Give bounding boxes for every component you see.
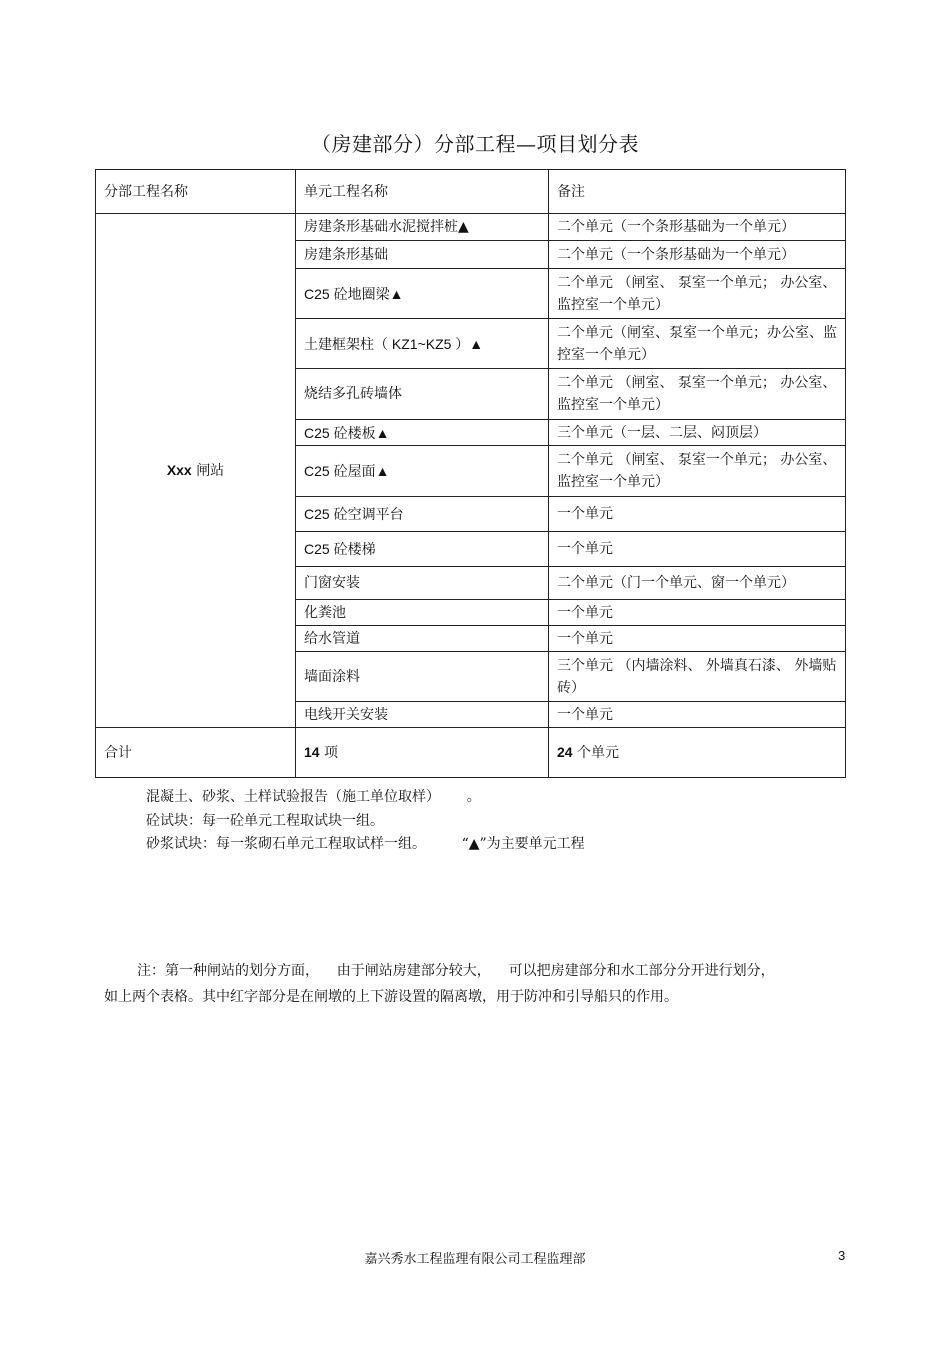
total-count-unit: 项: [324, 745, 339, 761]
unit-remark: 二个单元（门一个单元、窗一个单元）: [549, 567, 846, 600]
unit-name: 墙面涂料: [296, 652, 549, 702]
total-units-unit: 个单元: [577, 745, 620, 761]
unit-name: 门窗安装: [296, 567, 549, 600]
page-number: 3: [838, 1248, 846, 1263]
table-total-row: [96, 728, 846, 778]
unit-remark: 二个单元 （闸室、 泵室一个单元； 办公室、监控室一个单元）: [549, 269, 846, 319]
table-row: [96, 214, 846, 241]
total-count: [296, 728, 549, 778]
unit-name: C25 砼空调平台: [296, 497, 549, 532]
table-notes: [146, 786, 585, 857]
note-line: 混凝土、砂浆、土样试验报告（施工单位取样） 。: [146, 789, 481, 805]
unit-remark: 二个单元（一个条形基础为一个单元）: [549, 214, 846, 241]
unit-remark: 一个单元: [549, 626, 846, 652]
unit-remark: 一个单元: [549, 497, 846, 532]
total-units: [549, 728, 846, 778]
header-remark: 备注: [549, 170, 846, 214]
total-units-number: 24: [557, 744, 573, 760]
unit-remark: 二个单元（一个条形基础为一个单元）: [549, 241, 846, 269]
unit-name: C25 砼楼板▲: [296, 420, 549, 446]
unit-name: 土建框架柱（ KZ1~KZ5 ）▲: [296, 319, 549, 369]
total-label: 合计: [96, 728, 296, 778]
unit-remark: 一个单元: [549, 600, 846, 626]
unit-remark: 三个单元（一层、二层、闷顶层）: [549, 420, 846, 446]
unit-name: 化粪池: [296, 600, 549, 626]
note-line: 砼试块：每一砼单元工程取试块一组。: [146, 812, 384, 829]
project-division-table: [95, 169, 846, 778]
remark-line: 如上两个表格。其中红字部分是在闸墩的上下游设置的隔离墩，用于防冲和引导船只的作用。: [104, 989, 678, 1005]
division-cell: [96, 214, 296, 728]
table-header-row: [96, 170, 846, 214]
unit-remark: 二个单元（闸室、泵室一个单元；办公室、监控室一个单元）: [549, 319, 846, 369]
unit-remark: 一个单元: [549, 702, 846, 728]
unit-remark: 一个单元: [549, 532, 846, 567]
unit-name: 给水管道: [296, 626, 549, 652]
header-division-name: 分部工程名称: [96, 170, 296, 214]
unit-name: C25 砼地圈梁▲: [296, 269, 549, 319]
division-name-prefix: Xxx: [166, 462, 192, 478]
remark-paragraph: [104, 958, 824, 1010]
note-line: 砂浆试块：每一浆砌石单元工程取试样一组。 “▲”为主要单元工程: [146, 836, 585, 852]
unit-name: 烧结多孔砖墙体: [296, 369, 549, 420]
unit-remark: 三个单元 （内墙涂料、 外墙真石漆、 外墙贴砖）: [549, 652, 846, 702]
unit-name: C25 砼屋面▲: [296, 446, 549, 497]
unit-name: C25 砼楼梯: [296, 532, 549, 567]
page-title: （房建部分）分部工程—项目划分表: [311, 132, 639, 156]
unit-remark: 二个单元 （闸室、 泵室一个单元； 办公室、监控室一个单元）: [549, 446, 846, 497]
division-name-suffix: 闸站: [196, 463, 225, 479]
unit-name: 房建条形基础: [296, 241, 549, 269]
header-unit-name: 单元工程名称: [296, 170, 549, 214]
total-count-number: 14: [304, 744, 320, 760]
unit-name: 电线开关安装: [296, 702, 549, 728]
unit-remark: 二个单元 （闸室、 泵室一个单元； 办公室、监控室一个单元）: [549, 369, 846, 420]
footer-organization: 嘉兴秀水工程监理有限公司工程监理部: [364, 1252, 586, 1267]
unit-name: 房建条形基础水泥搅拌桩▲: [296, 214, 549, 241]
remark-line: 注：第一种闸站的划分方面， 由于闸站房建部分较大， 可以把房建部分和水工部分分开进行划分，: [137, 963, 775, 979]
